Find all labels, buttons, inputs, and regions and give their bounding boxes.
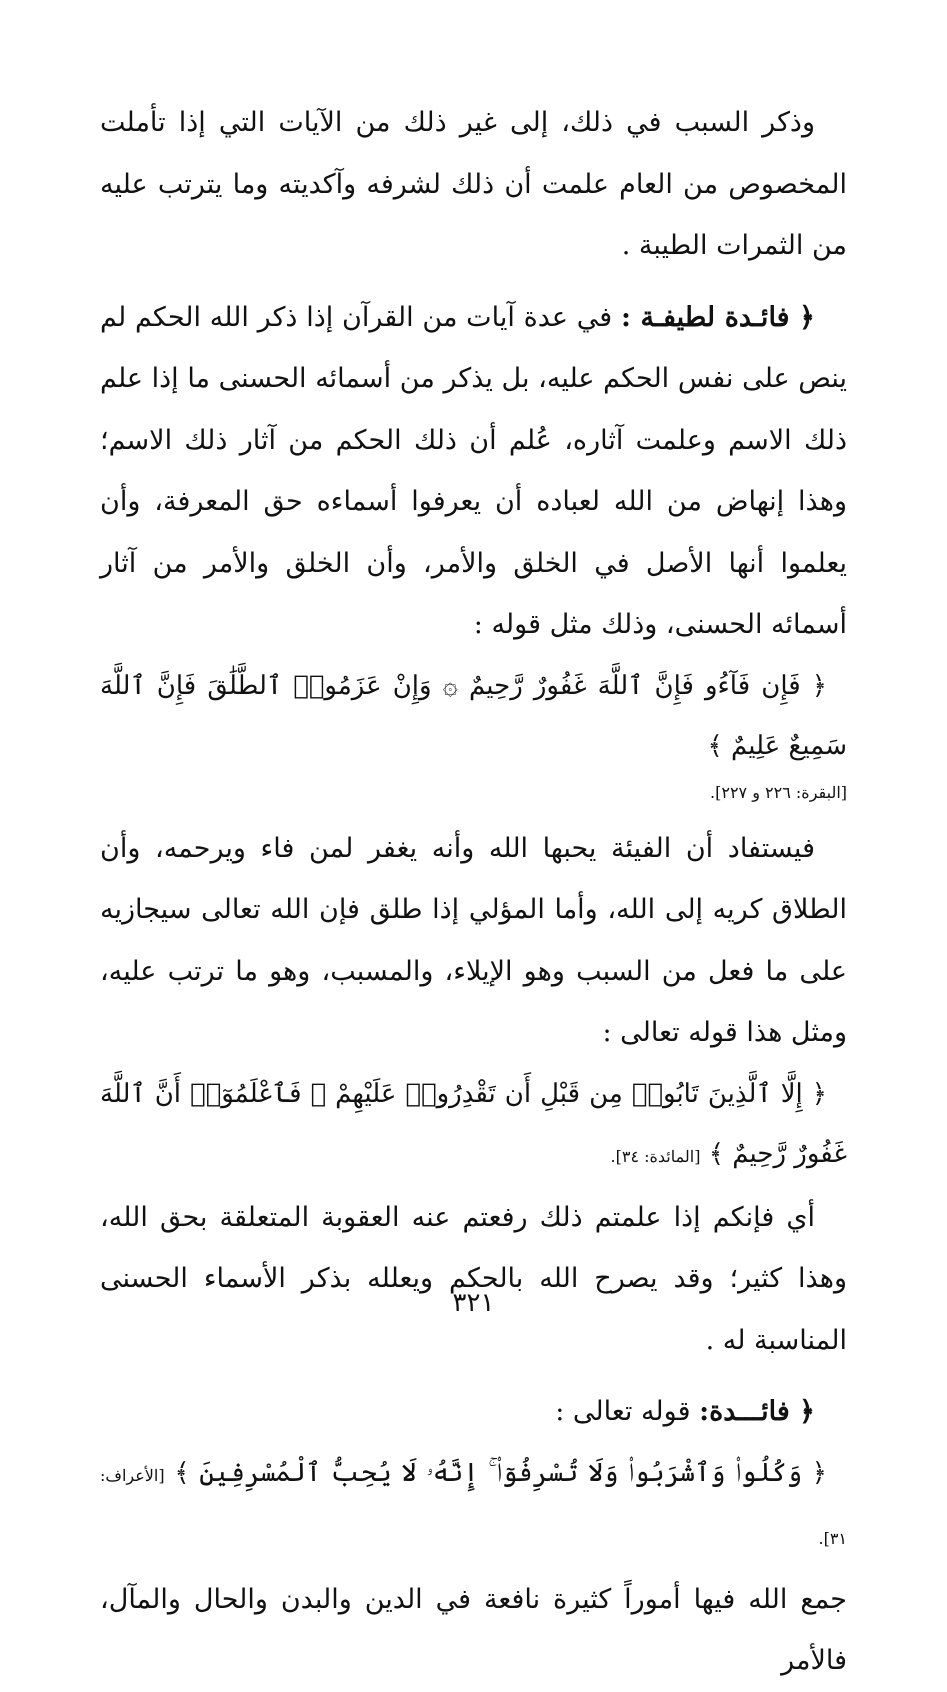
quran-verse-2-text: ﴿ إِلَّا ٱلَّذِينَ تَابُوا۟ مِن قَبْلِ أَن تَقْدِرُوا۟ عَلَيْهِمْ ۖ فَٱعْلَمُوٓا۟ أَنَّ ٱللَّهَ غَفُورٌ رَّحِيمٌ ﴾ — [100, 1078, 847, 1169]
verse-3-reference: [الأعراف: ٣١]. — [100, 1465, 847, 1548]
paragraph-1: وذكر السبب في ذلك، إلى غير ذلك من الآيات التي إذا تأملت المخصوص من العام علمت أن ذلك لشرفه وآكديته وما يترتب عليه من الثمرات الطيبة . — [100, 107, 847, 261]
paragraph-2 — [100, 287, 847, 656]
paragraph-5-text: قوله تعالى : — [555, 1396, 691, 1427]
quran-verse-2 — [100, 1064, 847, 1187]
paragraph-4: أي فإنكم إذا علمتم ذلك رفعتم عنه العقوبة المتعلقة بحق الله، وهذا كثير؛ وقد يصرح الله بالحكم ويعلله بذكر الأسماء الحسنى المناسبة له . — [100, 1201, 847, 1356]
paragraph-2-text: في عدة آيات من القرآن إذا ذكر الله الحكم لم ينص على نفس الحكم عليه، بل يذكر من أسمائه الحسنى ما إذا علم ذلك الاسم وعلمت آثاره، عُلم أن ذلك الحكم من آثار ذلك الاسم؛ وهذا إنهاض من الله لعباده أن يعرفوا أسماءه حق المعرفة، وأن يعلموا أنها الأصل في الخلق والأمر، وأن الخلق والأمر من آثار أسمائه الحسنى، وذلك مثل قوله : — [100, 301, 847, 640]
quran-verse-3-text: ﴿ وَكُلُوا۟ وَٱشْرَبُوا۟ وَلَا تُسْرِفُوٓا۟ ۚ إِنَّهُۥ لَا يُحِبُّ ٱلْمُسْرِفِينَ ﴾ — [174, 1457, 828, 1488]
page-body — [100, 92, 847, 1692]
benefit-heading: ﴿ فائـدة لطيفـة : — [621, 301, 815, 333]
paragraph-3: فيستفاد أن الفيئة يحبها الله وأنه يغفر لمن فاء ويرحمه، وأن الطلاق كريه إلى الله، وأما المؤلي إذا طلق فإن الله تعالى سيجازيه على ما فعل من السبب وهو الإيلاء، والمسبب، وهو ما ترتب عليه، ومثل هذا قوله تعالى : — [100, 832, 847, 1048]
quran-verse-3 — [100, 1443, 847, 1569]
quran-verse-1: ﴿ فَإِن فَآءُو فَإِنَّ ٱللَّهَ غَفُورٌ رَّحِيمٌ ۞ وَإِنْ عَزَمُوا۟ ٱلطَّلَٰقَ فَإِنَّ ٱللَّهَ سَمِيعٌ عَلِيمٌ ﴾ — [100, 670, 847, 761]
benefit-heading-2: ﴿ فائـــدة: — [699, 1396, 815, 1427]
paragraph-6: جمع الله فيها أموراً كثيرة نافعة في الدين والبدن والحال والمآل، فالأمر — [100, 1583, 847, 1676]
page-number: ٣٢١ — [452, 1288, 495, 1318]
paragraph-5 — [100, 1381, 847, 1443]
verse-2-reference: [المائدة: ٣٤]. — [610, 1146, 701, 1166]
verse-1-reference: [البقرة: ٢٢٦ و ٢٢٧]. — [710, 782, 847, 802]
